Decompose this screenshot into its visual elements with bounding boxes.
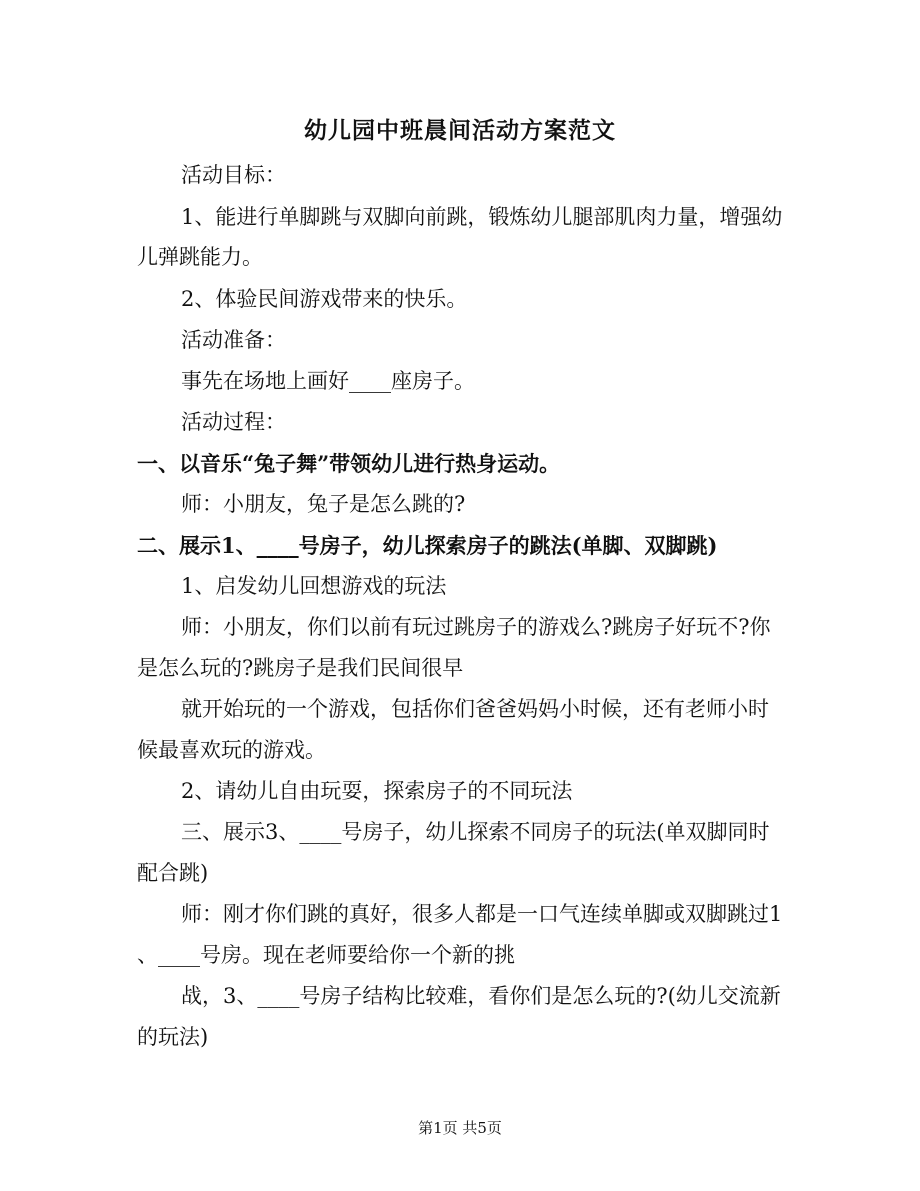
paragraph-line: 事先在场地上画好____座房子。 — [181, 369, 475, 393]
paragraph-line: 师：刚才你们跳的真好，很多人都是一口气连续单脚或双脚跳过1 — [181, 902, 783, 926]
section-heading-process: 活动过程： — [181, 410, 286, 434]
paragraph-line: 师：小朋友，你们以前有玩过跳房子的游戏么?跳房子好玩不?你 — [181, 615, 771, 639]
paragraph-line: 儿弹跳能力。 — [137, 245, 263, 269]
section-heading-goals: 活动目标： — [181, 163, 286, 187]
paragraph-line: 2、体验民间游戏带来的快乐。 — [181, 287, 468, 311]
paragraph-line: 、____号房。现在老师要给你一个新的挑 — [137, 943, 515, 967]
paragraph-line: 就开始玩的一个游戏，包括你们爸爸妈妈小时候，还有老师小时 — [181, 697, 769, 721]
paragraph-line: 候最喜欢玩的游戏。 — [137, 738, 326, 762]
step-heading: 二、展示1、____号房子，幼儿探索房子的跳法(单脚、双脚跳) — [137, 533, 718, 558]
step-heading: 一、以音乐“兔子舞”带领幼儿进行热身运动。 — [137, 451, 561, 476]
paragraph-line: 1、启发幼儿回想游戏的玩法 — [181, 574, 447, 598]
paragraph-line: 配合跳) — [137, 861, 209, 885]
paragraph-line: 是怎么玩的?跳房子是我们民间很早 — [137, 656, 464, 680]
document-title: 幼儿园中班晨间活动方案范文 — [304, 117, 616, 144]
paragraph-line: 2、请幼儿自由玩耍，探索房子的不同玩法 — [181, 779, 573, 803]
page-number: 第1页 共5页 — [418, 1119, 502, 1137]
paragraph-line: 三、展示3、____号房子，幼儿探索不同房子的玩法(单双脚同时 — [181, 820, 770, 844]
paragraph-line: 战，3、____号房子结构比较难，看你们是怎么玩的?(幼儿交流新 — [181, 984, 781, 1008]
paragraph-line: 师：小朋友，兔子是怎么跳的? — [181, 492, 466, 516]
paragraph-line: 的玩法) — [137, 1025, 209, 1049]
paragraph-line: 1、能进行单脚跳与双脚向前跳，锻炼幼儿腿部肌肉力量，增强幼 — [181, 205, 783, 229]
section-heading-preparation: 活动准备： — [181, 328, 286, 352]
